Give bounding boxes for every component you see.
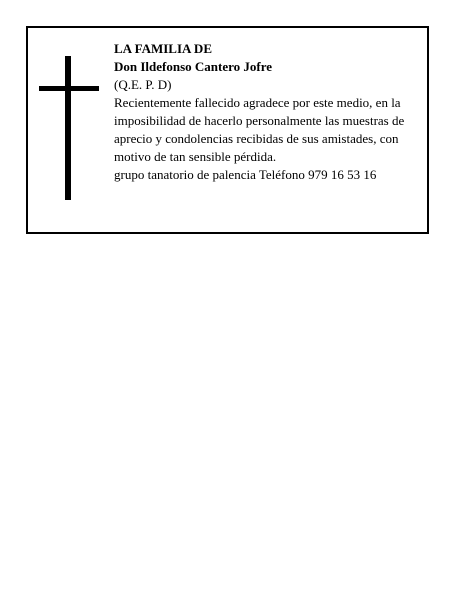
- notice-text: [114, 40, 422, 184]
- obituary-notice: [26, 26, 429, 234]
- funeral-home-contact: grupo tanatorio de palencia Teléfono 979 16 53 16: [114, 167, 377, 182]
- deceased-name: Don Ildefonso Cantero Jofre: [114, 59, 273, 74]
- notice-message: Recientemente fallecido agradece por este medio, en la imposibilidad de hacerlo personalmente las muestras de aprecio y condolencias recibidas de sus amistades, con motivo de tan sensible pérdida.: [114, 95, 405, 164]
- notice-heading: LA FAMILIA DE: [114, 41, 212, 56]
- cross-icon: [39, 56, 99, 200]
- cross-vertical-bar: [65, 56, 71, 200]
- rip-text: (Q.E. P. D): [114, 77, 172, 92]
- cross-horizontal-bar: [39, 86, 99, 91]
